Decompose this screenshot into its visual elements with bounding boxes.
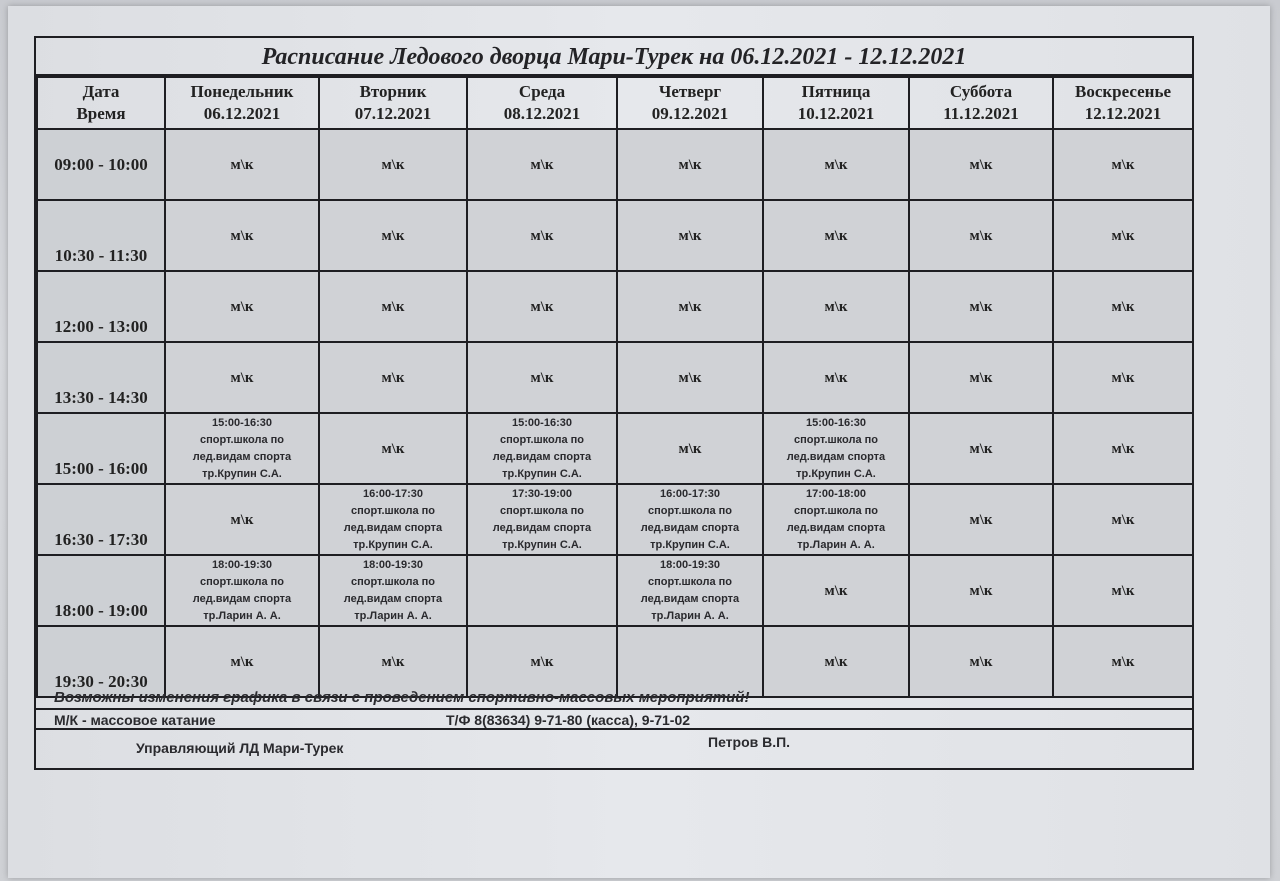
mass-skating-cell	[1053, 484, 1193, 555]
session-coach: тр.Крупин С.А.	[353, 538, 433, 551]
training-session-cell	[165, 555, 319, 626]
mass-skating-cell	[763, 200, 909, 271]
mass-skating-label: м\к	[381, 156, 405, 173]
empty-cell	[467, 555, 617, 626]
session-desc: лед.видам спорта	[192, 592, 292, 605]
mass-skating-label: м\к	[381, 298, 405, 315]
mass-skating-label: м\к	[230, 369, 254, 386]
session-desc: лед.видам спорта	[492, 521, 592, 534]
mass-skating-cell	[909, 413, 1053, 484]
training-session-cell	[617, 484, 763, 555]
mass-skating-label: м\к	[969, 227, 993, 244]
training-session	[468, 415, 616, 483]
training-session-cell	[165, 413, 319, 484]
schedule-row	[37, 555, 1193, 626]
mass-skating-label: м\к	[530, 298, 554, 315]
mass-skating-cell	[617, 200, 763, 271]
mass-skating-cell	[909, 271, 1053, 342]
session-desc: лед.видам спорта	[343, 521, 443, 534]
mass-skating-cell	[467, 271, 617, 342]
session-coach: тр.Крупин С.А.	[502, 467, 582, 480]
mass-skating-cell	[165, 484, 319, 555]
session-desc: спорт.школа по	[793, 504, 879, 517]
mass-skating-label: м\к	[824, 582, 848, 599]
session-time: 15:00-16:30	[512, 416, 572, 429]
session-coach: тр.Крупин С.А.	[650, 538, 730, 551]
session-desc: лед.видам спорта	[786, 521, 886, 534]
session-desc: спорт.школа по	[199, 575, 285, 588]
day-date: 07.12.2021	[354, 104, 432, 123]
training-session-cell	[763, 484, 909, 555]
mass-skating-cell	[1053, 342, 1193, 413]
mass-skating-label: м\к	[530, 156, 554, 173]
session-time: 17:00-18:00	[806, 487, 866, 500]
mass-skating-cell	[319, 413, 467, 484]
mass-skating-label: м\к	[678, 440, 702, 457]
mass-skating-label: м\к	[230, 298, 254, 315]
schedule-row	[37, 484, 1193, 555]
manager-name: Петров В.П.	[708, 734, 791, 750]
mass-skating-cell	[1053, 271, 1193, 342]
day-name: Среда	[518, 82, 566, 101]
day-name: Суббота	[949, 82, 1013, 101]
mass-skating-cell	[319, 271, 467, 342]
mass-skating-label: м\к	[678, 369, 702, 386]
training-session	[468, 486, 616, 554]
mass-skating-label: м\к	[230, 156, 254, 173]
time-slot: 12:00 - 13:00	[37, 271, 165, 342]
schedule-row	[37, 413, 1193, 484]
mass-skating-label: м\к	[678, 298, 702, 315]
mass-skating-label: м\к	[824, 653, 848, 670]
session-time: 17:30-19:00	[512, 487, 572, 500]
mass-skating-label: м\к	[969, 440, 993, 457]
mass-skating-label: м\к	[1111, 156, 1135, 173]
mass-skating-cell	[763, 129, 909, 200]
training-session-cell	[763, 413, 909, 484]
mass-skating-cell	[617, 342, 763, 413]
header-day	[763, 77, 909, 129]
mass-skating-label: м\к	[969, 298, 993, 315]
mass-skating-cell	[1053, 413, 1193, 484]
mass-skating-cell	[1053, 555, 1193, 626]
mass-skating-label: м\к	[530, 369, 554, 386]
mass-skating-label: м\к	[969, 653, 993, 670]
day-date: 12.12.2021	[1084, 104, 1162, 123]
training-session	[764, 486, 908, 554]
training-session	[618, 486, 762, 554]
session-desc: спорт.школа по	[647, 575, 733, 588]
session-desc: спорт.школа по	[499, 433, 585, 446]
mass-skating-label: м\к	[824, 369, 848, 386]
mass-skating-cell	[467, 342, 617, 413]
session-desc: спорт.школа по	[793, 433, 879, 446]
day-name: Воскресенье	[1074, 82, 1171, 101]
mass-skating-cell	[165, 271, 319, 342]
day-date: 06.12.2021	[203, 104, 281, 123]
schedule-footer	[36, 686, 1192, 770]
mass-skating-label: м\к	[530, 653, 554, 670]
mass-skating-cell	[909, 555, 1053, 626]
manager-title: Управляющий ЛД Мари-Турек	[136, 740, 344, 756]
footer-signature-line	[36, 730, 1192, 770]
time-slot: 09:00 - 10:00	[37, 129, 165, 200]
session-desc: спорт.школа по	[647, 504, 733, 517]
training-session-cell	[319, 484, 467, 555]
mass-skating-label: м\к	[969, 511, 993, 528]
schedule-row	[37, 271, 1193, 342]
schedule-sheet	[8, 6, 1270, 878]
training-session-cell	[319, 555, 467, 626]
session-time: 16:00-17:30	[660, 487, 720, 500]
mass-skating-cell	[165, 342, 319, 413]
footer-notice: Возможны изменения графика в связи с проведением спортивно-массовых мероприятий!	[36, 686, 1192, 710]
time-slot: 19:30 - 20:30	[37, 626, 165, 697]
training-session-cell	[617, 555, 763, 626]
mass-skating-label: м\к	[824, 298, 848, 315]
header-day	[165, 77, 319, 129]
mass-skating-label: м\к	[678, 227, 702, 244]
session-time: 18:00-19:30	[363, 558, 423, 571]
header-day	[617, 77, 763, 129]
training-session	[166, 415, 318, 483]
session-desc: лед.видам спорта	[786, 450, 886, 463]
mass-skating-label: м\к	[678, 156, 702, 173]
session-desc: спорт.школа по	[199, 433, 285, 446]
mass-skating-label: м\к	[381, 227, 405, 244]
mass-skating-cell	[617, 413, 763, 484]
session-time: 18:00-19:30	[660, 558, 720, 571]
mass-skating-cell	[909, 129, 1053, 200]
time-slot: 18:00 - 19:00	[37, 555, 165, 626]
mass-skating-label: м\к	[1111, 653, 1135, 670]
session-time: 16:00-17:30	[363, 487, 423, 500]
training-session	[764, 415, 908, 483]
footer-legend: М/К - массовое катание	[54, 712, 216, 728]
training-session-cell	[467, 484, 617, 555]
mass-skating-cell	[165, 129, 319, 200]
mass-skating-label: м\к	[969, 156, 993, 173]
session-desc: лед.видам спорта	[640, 592, 740, 605]
mass-skating-label: м\к	[381, 369, 405, 386]
mass-skating-cell	[319, 342, 467, 413]
session-time: 15:00-16:30	[212, 416, 272, 429]
day-date: 09.12.2021	[651, 104, 729, 123]
session-coach: тр.Крупин С.А.	[202, 467, 282, 480]
session-desc: лед.видам спорта	[343, 592, 443, 605]
mass-skating-label: м\к	[1111, 440, 1135, 457]
mass-skating-label: м\к	[1111, 298, 1135, 315]
mass-skating-cell	[617, 129, 763, 200]
time-slot: 13:30 - 14:30	[37, 342, 165, 413]
mass-skating-label: м\к	[530, 227, 554, 244]
training-session-cell	[467, 413, 617, 484]
session-desc: лед.видам спорта	[492, 450, 592, 463]
session-coach: тр.Ларин А. А.	[651, 609, 729, 622]
header-day	[1053, 77, 1193, 129]
mass-skating-cell	[909, 484, 1053, 555]
mass-skating-cell	[467, 200, 617, 271]
mass-skating-cell	[763, 342, 909, 413]
mass-skating-label: м\к	[1111, 227, 1135, 244]
session-coach: тр.Крупин С.А.	[502, 538, 582, 551]
session-coach: тр.Ларин А. А.	[797, 538, 875, 551]
session-time: 18:00-19:30	[212, 558, 272, 571]
schedule-row	[37, 342, 1193, 413]
header-time-label: Время	[76, 104, 126, 123]
day-name: Пятница	[801, 82, 871, 101]
mass-skating-label: м\к	[824, 227, 848, 244]
footer-phone: Т/Ф 8(83634) 9-71-80 (касса), 9-71-02	[446, 712, 691, 728]
session-desc: спорт.школа по	[499, 504, 585, 517]
mass-skating-cell	[1053, 129, 1193, 200]
mass-skating-cell	[909, 200, 1053, 271]
schedule-row	[37, 200, 1193, 271]
session-time: 15:00-16:30	[806, 416, 866, 429]
time-slot: 10:30 - 11:30	[37, 200, 165, 271]
mass-skating-label: м\к	[381, 653, 405, 670]
mass-skating-cell	[763, 555, 909, 626]
schedule-title: Расписание Ледового дворца Мари-Турек на 06.12.2021 - 12.12.2021	[36, 38, 1192, 76]
mass-skating-cell	[1053, 200, 1193, 271]
mass-skating-cell	[617, 271, 763, 342]
schedule-frame	[34, 36, 1194, 770]
day-name: Четверг	[658, 82, 722, 101]
mass-skating-cell	[319, 129, 467, 200]
schedule-table	[36, 76, 1194, 698]
training-session	[320, 557, 466, 625]
day-date: 10.12.2021	[797, 104, 875, 123]
time-slot: 15:00 - 16:00	[37, 413, 165, 484]
day-name: Понедельник	[190, 82, 294, 101]
mass-skating-label: м\к	[1111, 582, 1135, 599]
footer-contacts-line	[36, 710, 1192, 730]
header-day	[319, 77, 467, 129]
mass-skating-label: м\к	[1111, 511, 1135, 528]
day-date: 08.12.2021	[503, 104, 581, 123]
mass-skating-label: м\к	[969, 369, 993, 386]
session-desc: спорт.школа по	[350, 504, 436, 517]
header-date-label: Дата	[82, 82, 120, 101]
mass-skating-label: м\к	[230, 511, 254, 528]
mass-skating-cell	[319, 200, 467, 271]
training-session	[320, 486, 466, 554]
schedule-body	[37, 129, 1193, 697]
training-session	[618, 557, 762, 625]
session-desc: лед.видам спорта	[192, 450, 292, 463]
schedule-row	[37, 129, 1193, 200]
mass-skating-cell	[467, 129, 617, 200]
header-row	[37, 77, 1193, 129]
mass-skating-label: м\к	[381, 440, 405, 457]
mass-skating-cell	[165, 200, 319, 271]
day-date: 11.12.2021	[943, 104, 1019, 123]
mass-skating-label: м\к	[1111, 369, 1135, 386]
mass-skating-label: м\к	[969, 582, 993, 599]
mass-skating-label: м\к	[230, 227, 254, 244]
session-coach: тр.Ларин А. А.	[354, 609, 432, 622]
training-session	[166, 557, 318, 625]
header-day	[909, 77, 1053, 129]
mass-skating-label: м\к	[824, 156, 848, 173]
session-desc: спорт.школа по	[350, 575, 436, 588]
header-datetime	[37, 77, 165, 129]
time-slot: 16:30 - 17:30	[37, 484, 165, 555]
session-desc: лед.видам спорта	[640, 521, 740, 534]
mass-skating-cell	[763, 271, 909, 342]
session-coach: тр.Крупин С.А.	[796, 467, 876, 480]
mass-skating-cell	[909, 342, 1053, 413]
header-day	[467, 77, 617, 129]
mass-skating-label: м\к	[230, 653, 254, 670]
session-coach: тр.Ларин А. А.	[203, 609, 281, 622]
day-name: Вторник	[359, 82, 427, 101]
